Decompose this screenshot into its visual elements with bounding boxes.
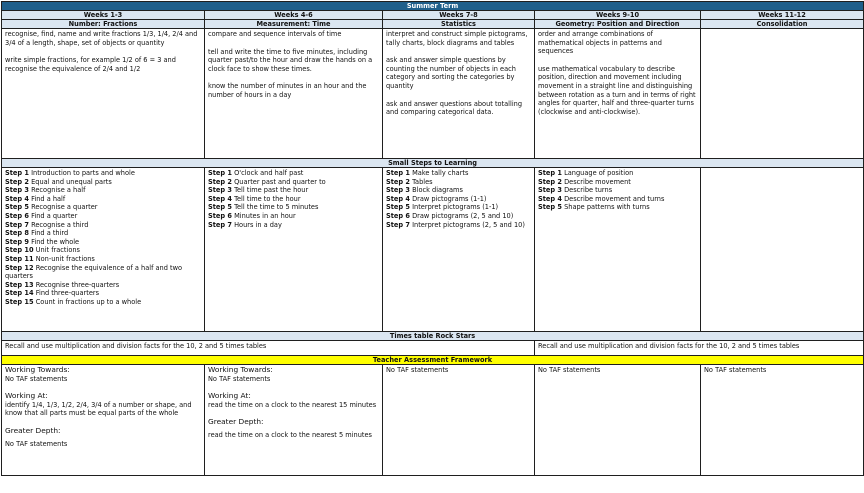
objective-text: interpret and construct simple pictograms, tally charts, block diagrams and tables [386,30,528,47]
step-text: Non-unit fractions [35,254,95,263]
step-label: Step 6 [386,211,410,220]
objective-text: know the number of minutes in an hour and the number of hours in a day [208,82,367,99]
step-label: Step 1 [386,169,410,177]
small-steps-cell [535,168,701,332]
rock-stars-cell: Recall and use multiplication and division facts for the 10, 2 and 5 times tables [2,341,535,356]
summer-term-planning-table [1,1,864,476]
term-title: Summer Term [2,2,864,11]
step-label: Step 15 [5,297,34,306]
step-label: Step 14 [5,289,34,298]
topic-header: Consolidation [701,20,864,29]
objectives-cell [205,29,383,159]
step-text: Make tally charts [412,169,469,177]
small-steps-cell [2,168,205,332]
step-text: Tell the time to 5 minutes [234,203,319,212]
step-text: Find the whole [31,237,80,246]
step-label: Step 2 [538,177,562,186]
greater-depth-label: Greater Depth: [208,417,264,427]
step-item [538,178,697,187]
step-item [386,221,531,230]
objective-text: ask and answer questions about totalling and comparing categorical data. [386,99,523,117]
step-item [5,212,201,221]
step-item [208,195,379,204]
step-text: Recognise the equivalence of a half and two quarters [5,263,183,281]
step-label: Step 5 [538,203,562,212]
step-label: Step 2 [5,177,29,186]
step-label: Step 3 [208,186,232,195]
small-steps-cell [383,168,535,332]
taf-title: Teacher Assessment Framework [2,356,864,365]
weeks-header: Weeks 1-3 [2,11,205,20]
step-text: Draw pictograms (2, 5 and 10) [412,211,514,220]
step-item [5,229,201,238]
working-towards-text: No TAF statements [208,374,271,383]
step-item [5,169,201,178]
step-text: Hours in a day [234,220,282,229]
step-text: Find a half [31,194,66,203]
step-item [5,221,201,230]
step-item [5,238,201,247]
step-label: Step 13 [5,280,34,289]
step-text: O'clock and half past [234,169,304,177]
step-text: Shape patterns with turns [564,203,650,212]
topic-header: Geometry: Position and Direction [535,20,701,29]
step-label: Step 10 [5,246,34,255]
step-text: Introduction to parts and whole [31,169,135,177]
step-text: Find a third [31,229,69,238]
step-item [386,178,531,187]
step-text: Describe movement and turns [564,194,665,203]
step-label: Step 3 [386,186,410,195]
small-steps-cell [205,168,383,332]
step-item [538,186,697,195]
taf-cell [2,365,205,476]
step-text: Describe turns [564,186,613,195]
step-item [208,221,379,230]
step-item [538,195,697,204]
objective-text: order and arrange combinations of mathematical objects in patterns and sequences [538,30,662,56]
greater-depth-text: No TAF statements [5,439,68,448]
step-text: Draw pictograms (1-1) [412,194,487,203]
step-label: Step 4 [5,194,29,203]
step-item [5,264,201,281]
step-item [5,178,201,187]
step-item [5,255,201,264]
step-label: Step 4 [386,194,410,203]
working-at-label: Working At: [208,391,251,401]
step-text: Describe movement [564,177,631,186]
objectives-cell [535,29,701,159]
taf-cell: No TAF statements [701,365,864,476]
greater-depth-text: read the time on a clock to the nearest 5 minutes [208,430,372,439]
weeks-header: Weeks 7-8 [383,11,535,20]
working-at-text: read the time on a clock to the nearest 15 minutes [208,400,377,409]
step-text: Quarter past and quarter to [234,177,326,186]
step-label: Step 5 [5,203,29,212]
step-label: Step 1 [208,169,232,177]
objective-text: compare and sequence intervals of time [208,30,342,38]
step-item [538,169,697,178]
step-text: Tell time past the hour [234,186,309,195]
small-steps-cell [701,168,864,332]
step-text: Interpret pictograms (1-1) [412,203,499,212]
step-item [538,203,697,212]
step-item [386,203,531,212]
objective-text: write simple fractions, for example 1/2 of 6 = 3 and recognise the equivalence of 2/4 and 1/2 [5,56,176,73]
step-text: Tell time to the hour [234,194,301,203]
step-item [208,212,379,221]
step-label: Step 4 [208,194,232,203]
objectives-cell [383,29,535,159]
objective-text: tell and write the time to five minutes, including quarter past/to the hour and draw the hands on a clock face to show these times. [208,47,373,73]
step-label: Step 1 [538,169,562,177]
step-label: Step 7 [386,220,410,229]
step-text: Find a quarter [31,211,78,220]
step-text: Recognise a quarter [31,203,98,212]
step-label: Step 7 [5,220,29,229]
step-text: Interpret pictograms (2, 5 and 10) [412,220,525,229]
working-towards-label: Working Towards: [208,365,273,374]
step-label: Step 4 [538,194,562,203]
rock-stars-cell: Recall and use multiplication and division facts for the 10, 2 and 5 times tables [535,341,864,356]
step-label: Step 2 [386,177,410,186]
step-label: Step 6 [208,211,232,220]
topic-header: Number: Fractions [2,20,205,29]
weeks-header: Weeks 4-6 [205,11,383,20]
step-text: Recognise a third [31,220,89,229]
working-towards-label: Working Towards: [5,365,70,374]
step-item [386,195,531,204]
objectives-cell [2,29,205,159]
step-text: Recognise three-quarters [35,280,120,289]
small-steps-title: Small Steps to Learning [2,159,864,168]
step-item [386,169,531,178]
step-item [386,186,531,195]
taf-cell: No TAF statements [383,365,535,476]
step-label: Step 7 [208,220,232,229]
step-text: Find three-quarters [35,289,100,298]
objective-text: use mathematical vocabulary to describe position, direction and movement including movement in a straight line and distinguishing between rotation as a turn and in terms of right angles for quarter, half and three-quarter turns (clockwise and anti-clockwise). [538,64,696,116]
step-label: Step 5 [386,203,410,212]
step-label: Step 3 [538,186,562,195]
taf-cell [205,365,383,476]
step-text: Count in fractions up to a whole [35,297,142,306]
step-text: Recognise a half [31,186,86,195]
step-item [5,281,201,290]
topic-header: Statistics [383,20,535,29]
step-text: Minutes in an hour [234,211,296,220]
step-label: Step 12 [5,263,34,272]
step-label: Step 6 [5,211,29,220]
working-towards-text: No TAF statements [5,374,68,383]
step-label: Step 3 [5,186,29,195]
step-item [208,178,379,187]
step-text: Block diagrams [412,186,463,195]
working-at-label: Working At: [5,391,48,401]
weeks-header: Weeks 9-10 [535,11,701,20]
greater-depth-label: Greater Depth: [5,425,61,435]
step-label: Step 11 [5,254,34,263]
objective-text: recognise, find, name and write fractions 1/3, 1/4, 2/4 and 3/4 of a length, shape, set of objects or quantity [5,30,198,47]
step-item [5,203,201,212]
step-label: Step 2 [208,177,232,186]
step-label: Step 9 [5,237,29,246]
step-text: Unit fractions [35,246,80,255]
step-text: Tables [412,177,433,186]
step-item [5,289,201,298]
step-label: Step 5 [208,203,232,212]
step-item [208,203,379,212]
step-label: Step 8 [5,229,29,238]
step-item [5,186,201,195]
weeks-header: Weeks 11-12 [701,11,864,20]
step-text: Language of position [564,169,634,177]
objectives-cell [701,29,864,159]
step-item [5,298,201,307]
step-item [208,186,379,195]
objective-text: ask and answer simple questions by counting the number of objects in each category and sorting the categories by quantity [386,56,516,90]
step-text: Equal and unequal parts [31,177,112,186]
step-item [5,246,201,255]
step-item [5,195,201,204]
rock-stars-title: Times table Rock Stars [2,332,864,341]
topic-header: Measurement: Time [205,20,383,29]
step-item [386,212,531,221]
step-item [208,169,379,178]
working-at-text: identify 1/4, 1/3, 1/2, 2/4, 3/4 of a number or shape, and know that all parts must be equal parts of the whole [5,400,192,418]
taf-cell: No TAF statements [535,365,701,476]
step-label: Step 1 [5,169,29,177]
